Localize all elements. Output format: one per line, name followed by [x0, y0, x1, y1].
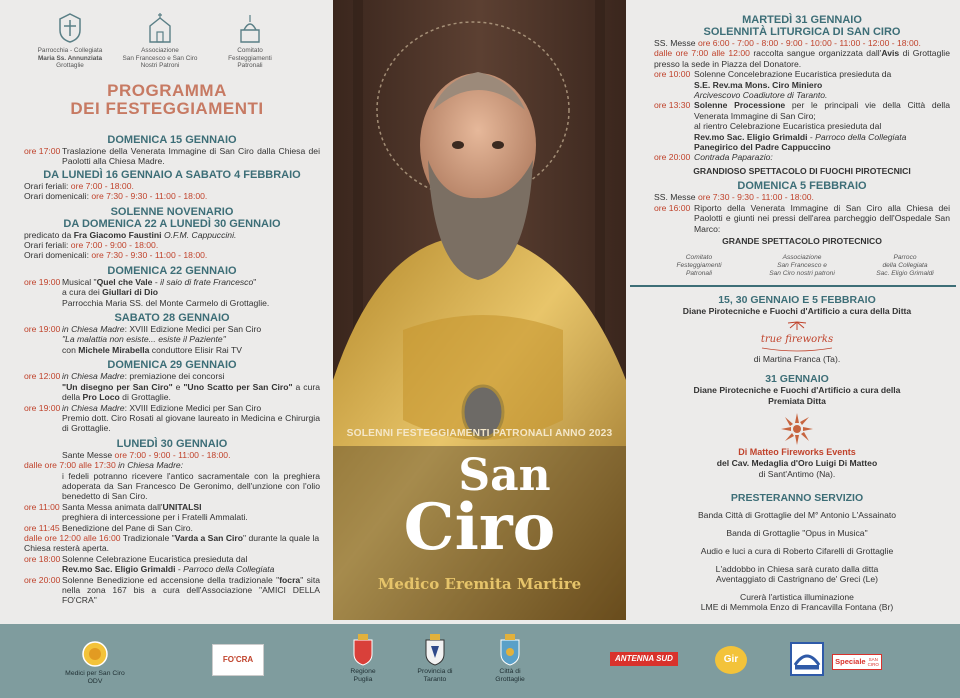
puglia-coat-of-arms-icon — [352, 634, 374, 666]
tradition-name: Varda a San Ciro — [174, 532, 244, 543]
hours-line — [24, 240, 320, 250]
time-label: ore 16:00 — [654, 202, 691, 213]
event-desc — [62, 554, 320, 575]
section-subheading: SOLENNITÀ LITURGICA DI SAN CIRO — [703, 26, 901, 38]
mass-line — [24, 450, 320, 460]
medici-sponsor — [55, 640, 135, 685]
event-desc — [62, 371, 320, 402]
text: Musical " — [62, 276, 97, 287]
saint-poster — [333, 0, 626, 620]
grottaglie-coat-of-arms-icon — [499, 634, 521, 666]
association-line2: San Francesco e San Ciro — [122, 54, 198, 62]
text: - — [807, 131, 816, 142]
hours-line — [24, 191, 320, 201]
association-line1: Associazione — [141, 47, 179, 54]
time-label: ore 13:30 — [654, 100, 691, 111]
services-heading: PRESTERANNO SERVIZIO — [730, 492, 864, 504]
schedule-row — [24, 575, 320, 606]
time-label: ore 19:00 — [24, 324, 61, 335]
sig-line: Associazione — [782, 254, 822, 262]
antenna-sud-sponsor — [610, 652, 678, 666]
text: al rientro Celebrazione Eucaristica presieduta dal — [694, 121, 882, 132]
fireworks-dates: 15, 30 GENNAIO E 5 FEBBRAIO — [718, 294, 876, 306]
time-label: ore 18:00 — [24, 553, 61, 564]
event-desc: i fedeli potranno ricevere l'antico sacramentale con la preghiera adoperata da San Francesco De Geronimo, dell'unzione con l'olio benedetto di San Ciro. — [62, 470, 320, 502]
text: per le principali vie della Città della Venerata Immagine di San Ciro; — [694, 100, 950, 121]
service-item: L'addobbo in Chiesa sarà curato dalla ditta — [715, 564, 879, 574]
parish-line2: Maria Ss. Annunziata — [37, 54, 103, 62]
text: predicato da — [24, 229, 74, 240]
schedule-row — [24, 277, 320, 308]
sig-line: Festeggiamenti — [676, 262, 722, 270]
contest-name: "Uno Scatto per San Ciro" — [183, 381, 293, 392]
hours-value: ore 7:30 - 9:30 - 11:00 - 18:00. — [91, 191, 208, 202]
time-range: dalle ore 12:00 alle 16:00 — [24, 532, 121, 543]
celebrant-name: Rev.mo Sac. Eligio Grimaldi — [694, 131, 808, 142]
signature-parish-priest — [860, 254, 950, 278]
speciale-text: Speciale — [835, 657, 866, 667]
mass-line — [654, 192, 950, 202]
tv-logo-icon — [790, 642, 824, 676]
service-item: Curerà l'artistica illuminazione — [740, 592, 854, 602]
gir-logo: Gir — [715, 646, 747, 674]
program-right-column — [626, 0, 960, 620]
sponsor-label: ODV — [87, 677, 103, 685]
text: Santa Messa animata dall' — [62, 501, 163, 512]
schedule-row — [654, 69, 950, 100]
hours-value: ore 6:00 - 7:00 - 8:00 - 9:00 - 10:00 - 11:00 - 12:00 - 18:00. — [697, 38, 921, 48]
time-label: ore 20:00 — [654, 152, 691, 163]
hours-value: ore 7:00 - 9:00 - 18:00. — [70, 240, 159, 251]
hours-label: Orari feriali: — [24, 240, 71, 251]
provincia-taranto — [408, 634, 462, 683]
focra-logo: FO'CRA — [212, 644, 264, 676]
venue: in Chiesa Madre: — [115, 460, 184, 471]
sig-line: Patronali — [685, 270, 713, 278]
text: conduttore Elisir Rai TV — [149, 344, 242, 355]
time-label: ore 11:00 — [24, 501, 60, 512]
schedule-row — [24, 146, 320, 167]
sponsor-label: Provincia di — [417, 668, 453, 675]
section-divider — [630, 285, 956, 287]
sig-line: Parroco — [893, 254, 917, 262]
bishop-name: S.E. Rev.ma Mons. Ciro Miniero — [694, 79, 823, 90]
text: Premio dott. Ciro Rosati al giovane laureato in Medicina e Chirurgia di Grottaglie. — [62, 412, 320, 434]
mass-line — [654, 38, 950, 48]
schedule-row — [24, 324, 320, 355]
venue: in Chiesa Madre — [62, 371, 125, 382]
committee-logo — [210, 12, 290, 78]
text: di Grottaglie presso la sede in Piazza del Donatore. — [654, 48, 950, 69]
time-label: ore 11:45 — [24, 522, 60, 533]
section-heading: LUNEDÌ 30 GENNAIO — [116, 437, 228, 450]
panegyric: Panegirico del Padre Cappuccino — [694, 142, 831, 153]
section-heading: DOMENICA 22 GENNAIO — [107, 264, 237, 277]
event-desc — [62, 575, 320, 606]
venue: in Chiesa Madre — [62, 324, 125, 335]
committee-line2: Festeggiamenti — [228, 54, 272, 62]
speciale-sponsor — [832, 654, 882, 670]
sig-line: Sac. Eligio Grimaldi — [876, 270, 934, 278]
hours-value: ore 7:00 - 9:00 - 11:00 - 18:00. — [114, 449, 231, 460]
organizer: Pro Loco — [82, 392, 120, 403]
sponsor-label: Taranto — [423, 675, 447, 683]
association-line3: Nostri Patroni — [140, 62, 180, 69]
text: con — [62, 344, 79, 355]
event-desc — [62, 502, 320, 523]
sig-line: San Francesco e — [777, 262, 827, 270]
section-heading: MARTEDÌ 31 GENNAIO — [742, 14, 862, 26]
tv-sponsor — [790, 642, 824, 676]
text: : XVIII Edizione Medici per San Ciro — [124, 324, 262, 335]
lion-icon — [81, 640, 109, 668]
schedule-row — [24, 523, 320, 533]
citta-grottaglie — [484, 634, 536, 683]
association-logo — [120, 12, 200, 78]
time-label: ore 17:00 — [24, 146, 61, 156]
schedule-row — [24, 554, 320, 575]
sig-line: Comitato — [685, 254, 713, 262]
organization: UNITALSI — [162, 501, 202, 512]
fireworks-desc: Diane Pirotecniche e Fuochi d'Artificio a cura della — [693, 385, 901, 395]
guest-name: Michele Mirabella — [78, 344, 150, 355]
hours-line — [24, 181, 320, 191]
bishop-role: Arcivescovo Coadiutore di Taranto. — [694, 90, 828, 101]
text: : premiazione dei concorsi — [124, 371, 225, 382]
time-range: dalle ore 7:00 alle 12:00 — [654, 48, 750, 59]
hours-value: ore 7:00 - 18:00. — [70, 180, 134, 191]
text: Solenne Celebrazione Eucaristica presieduta dal — [62, 553, 248, 564]
program-title — [22, 82, 312, 118]
hours-label: Orari feriali: — [24, 180, 71, 191]
sponsor-label: Medici per San Ciro — [65, 670, 125, 677]
hours-label: Orari domenicali: — [24, 250, 92, 261]
sponsor-label: Regione — [350, 668, 376, 675]
di-matteo-origin: di Sant'Antimo (Na). — [758, 469, 836, 479]
organization: Avis — [881, 48, 900, 59]
text: raccolta sangue organizzata dall' — [749, 48, 882, 59]
sponsor-label: Puglia — [353, 675, 373, 683]
celebrant-role: Parroco della Collegiata — [815, 131, 907, 142]
section-heading: SOLENNE NOVENARIO — [110, 205, 234, 218]
text: SS. Messe — [654, 38, 698, 48]
celebrant-role: Parroco della Collegiata — [183, 564, 275, 575]
fireworks-date: 31 GENNAIO — [765, 373, 829, 385]
di-matteo-name: Di Matteo Fireworks Events — [738, 447, 856, 457]
church-dome-icon — [237, 12, 263, 44]
event-desc — [62, 403, 320, 434]
text: Solenne Concelebrazione Eucaristica presieduta da — [694, 69, 892, 80]
service-item: Banda di Grottaglie "Opus in Musica" — [726, 528, 868, 538]
focra-name: focra — [279, 574, 301, 585]
program-schedule — [24, 132, 320, 606]
quote: "La malattia non esiste... esiste il Paziente" — [62, 334, 226, 345]
event-desc — [62, 324, 320, 355]
festival-banner: SOLENNI FESTEGGIAMENTI PATRONALI ANNO 2023 — [346, 428, 613, 439]
fireworks-desc: Diane Pirotecniche e Fuochi d'Artificio a cura della Ditta — [682, 306, 912, 316]
text: SS. Messe — [654, 192, 698, 203]
text: Tradizionale " — [120, 532, 175, 543]
hours-line — [24, 250, 320, 260]
antenna-sud-logo: ANTENNA SUD — [610, 652, 678, 666]
text: - — [175, 564, 184, 575]
schedule-row — [24, 371, 320, 402]
signatures — [654, 254, 950, 278]
saint-name-first: San — [458, 450, 551, 501]
gir-sponsor — [715, 646, 747, 674]
di-matteo-logo-icon — [779, 411, 815, 447]
signature-committee — [654, 254, 744, 278]
taranto-coat-of-arms-icon — [424, 634, 446, 666]
section-subheading: DA DOMENICA 22 A LUNEDÌ 30 GENNAIO — [63, 217, 281, 230]
hours-value: ore 7:30 - 9:30 - 11:00 - 18:00. — [697, 192, 814, 203]
schedule-row — [24, 502, 320, 523]
committee-line3: Patronali — [237, 62, 263, 69]
time-label: ore 12:00 — [24, 371, 61, 382]
procession-label: Solenne Processione — [694, 100, 786, 111]
fireworks-and-services — [644, 294, 950, 620]
saint-name-second: Ciro — [403, 490, 556, 565]
event-desc — [694, 100, 950, 152]
musical-subtitle: il saio di frate Francesco — [160, 276, 254, 287]
text: Parrocchia Maria SS. del Monte Carmelo di Grottaglie. — [62, 297, 270, 308]
saint-subtitle: Medico Eremita Martire — [377, 575, 582, 593]
parish-line1: Parrocchia - Collegiata — [37, 47, 103, 54]
blood-drive-line — [654, 48, 950, 69]
event-desc — [62, 277, 320, 308]
text: " — [253, 276, 257, 287]
right-schedule — [654, 14, 950, 278]
section-heading: DOMENICA 5 FEBBRAIO — [737, 180, 867, 193]
sig-line: della Collegiata — [882, 262, 928, 270]
event-desc: Riporto della Venerata Immagine di San Ciro alla Chiesa dei Paolotti e giunti nei pressi dell'area parcheggio dell'Ospedale San Marco: — [694, 202, 950, 234]
hours-value: ore 7:30 - 9:30 - 11:00 - 18:00. — [91, 250, 208, 261]
contest-name: "Un disegno per San Ciro" — [62, 381, 173, 392]
text: di Grottaglie. — [119, 392, 171, 403]
speciale-logo — [832, 654, 882, 670]
service-item: Audio e luci a cura di Roberto Cifarelli di Grottaglie — [700, 546, 894, 556]
text: " durante la quale la Chiesa resterà aperta. — [24, 532, 320, 554]
sponsor-footer — [0, 624, 960, 698]
preacher-line — [24, 230, 320, 240]
services-list — [644, 510, 950, 612]
text: a cura dei — [62, 287, 103, 298]
schedule-row — [654, 152, 950, 162]
section-heading: DOMENICA 29 GENNAIO — [107, 359, 237, 372]
program-title-line2: DEI FESTEGGIAMENTI — [70, 99, 264, 118]
svg-text:true fireworks: true fireworks — [760, 334, 834, 345]
order-name: O.F.M. Cappuccini. — [161, 229, 237, 240]
fireworks-desc: Premiata Ditta — [768, 396, 826, 406]
true-fireworks-logo — [752, 320, 842, 354]
program-left-column — [0, 0, 333, 620]
time-label: ore 19:00 — [24, 276, 61, 287]
text: e — [172, 381, 184, 392]
celebrant-name: Rev.mo Sac. Eligio Grimaldi — [62, 564, 176, 575]
section-heading: SABATO 28 GENNAIO — [114, 312, 230, 325]
troupe-name: Giullari di Dio — [102, 287, 159, 298]
sig-line: San Ciro nostri patroni — [769, 270, 835, 278]
di-matteo-owner: del Cav. Medaglia d'Oro Luigi Di Matteo — [716, 458, 878, 468]
text: : XVIII Edizione Medici per San Ciro — [124, 402, 262, 413]
event-desc: Benedizione del Pane di San Ciro. — [62, 522, 193, 533]
church-facade-icon — [147, 12, 173, 44]
committee-line1: Comitato — [237, 47, 263, 54]
service-item: Banda Città di Grottaglie del M° Antonio L'Assainato — [697, 510, 897, 520]
text: Solenne Benedizione ed accensione della tradizionale " — [62, 574, 280, 585]
schedule-row — [654, 100, 950, 152]
range-line — [24, 460, 320, 470]
fireworks-origin: di Martina Franca (Ta). — [753, 354, 841, 364]
text: Sante Messe — [62, 449, 115, 460]
text: - — [152, 276, 161, 287]
parish-crest-icon — [57, 12, 83, 44]
venue: in Chiesa Madre — [62, 402, 125, 413]
schedule-row — [654, 203, 950, 234]
parish-logo — [30, 12, 110, 78]
sponsor-logos — [30, 12, 290, 78]
hours-label: Orari domenicali: — [24, 191, 92, 202]
text: " sita nella zona 167 bis a cura dell'Associazione "AMICI DELLA FO'CRA" — [62, 574, 320, 606]
sponsor-label: Città di — [499, 668, 521, 675]
service-item: Aventaggiato di Castrignano de' Greci (Le) — [716, 574, 878, 584]
event-desc: Traslazione della Venerata Immagine di San Ciro dalla Chiesa dei Paolotti alla Chiesa Madre. — [62, 146, 320, 167]
musical-title: Quel che Vale — [96, 276, 153, 287]
time-label: ore 10:00 — [654, 69, 691, 80]
schedule-row — [24, 403, 320, 434]
parish-line3: Grottaglie — [56, 62, 84, 69]
section-heading: DA LUNEDÌ 16 GENNAIO A SABATO 4 FEBBRAIO — [43, 168, 301, 181]
regione-puglia — [340, 634, 386, 683]
time-range: dalle ore 7:00 alle 17:30 — [24, 460, 116, 471]
range-line — [24, 533, 320, 554]
fireworks-title: GRANDIOSO SPETTACOLO DI FUOCHI PIROTECNICI — [693, 165, 911, 176]
time-label: ore 19:00 — [24, 402, 61, 413]
focra-sponsor — [212, 644, 264, 676]
time-label: ore 20:00 — [24, 574, 61, 585]
sponsor-label: Grottaglie — [495, 675, 525, 683]
text: a cura della — [62, 381, 321, 403]
text: preghiera di intercessione per i Fratelli Ammalati. — [62, 512, 248, 523]
signature-association — [757, 254, 847, 278]
preacher-name: Fra Giacomo Faustini — [73, 229, 162, 240]
fireworks-title: GRANDE SPETTACOLO PIROTECNICO — [722, 235, 882, 246]
program-title-line1: PROGRAMMA — [107, 81, 227, 100]
event-desc — [694, 69, 950, 100]
event-desc: Contrada Paparazio: — [694, 152, 773, 163]
speciale-subtext: SAN CIRO — [867, 657, 879, 667]
section-heading: DOMENICA 15 GENNAIO — [107, 134, 237, 146]
service-item: LME di Memmola Enzo di Francavilla Fontana (Br) — [700, 602, 894, 612]
